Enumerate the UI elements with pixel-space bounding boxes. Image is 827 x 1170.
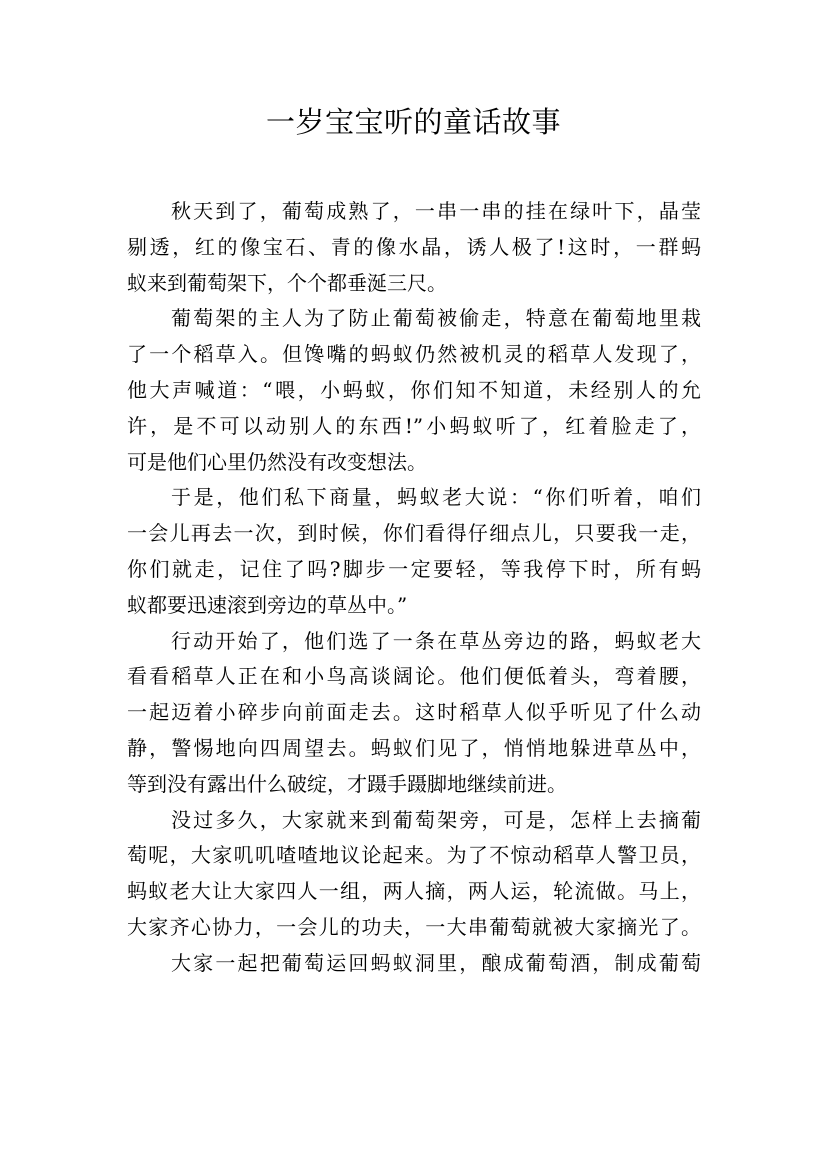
text-line: 了一个稻草入。但馋嘴的蚂蚁仍然被机灵的稻草人发现了， xyxy=(127,342,701,367)
text-line: 蚁都要迅速滚到旁边的草丛中。” xyxy=(127,592,408,617)
text-line: 秋天到了，葡萄成熟了，一串一串的挂在绿叶下，晶莹 xyxy=(171,199,701,223)
text-line: 剔透，红的像宝石、青的像水晶，诱人极了!这时，一群蚂 xyxy=(127,234,701,259)
text-line: 没过多久，大家就来到葡萄架旁，可是，怎样上去摘葡 xyxy=(171,807,701,832)
text-line: 等到没有露出什么破绽，才蹑手蹑脚地继续前进。 xyxy=(127,771,567,796)
text-line: 可是他们心里仍然没有改变想法。 xyxy=(127,449,427,474)
text-line: 一起迈着小碎步向前面走去。这时稻草人似乎听见了什么动 xyxy=(127,700,701,725)
document-title: 一岁宝宝听的童话故事 xyxy=(265,105,561,139)
text-line: 大家齐心协力，一会儿的功夫，一大串葡萄就被大家摘光了。 xyxy=(127,914,701,939)
text-line: 于是，他们私下商量，蚂蚁老大说：“你们听着，咱们 xyxy=(171,485,701,510)
text-line: 静，警惕地向四周望去。蚂蚁们见了，悄悄地躲进草丛中， xyxy=(127,735,701,760)
story-body xyxy=(127,194,701,982)
text-line: 行动开始了，他们选了一条在草丛旁边的路，蚂蚁老大 xyxy=(171,628,701,653)
text-line: 看看稻草人正在和小鸟高谈阔论。他们便低着头，弯着腰， xyxy=(127,664,701,689)
text-line: 蚂蚁老大让大家四人一组，两人摘，两人运，轮流做。马上， xyxy=(127,879,701,904)
text-line: 大家一起把葡萄运回蚂蚁洞里，酿成葡萄酒，制成葡萄 xyxy=(171,950,701,975)
text-line: 萄呢，大家叽叽喳喳地议论起来。为了不惊动稻草人警卫员， xyxy=(127,843,701,868)
text-line: 蚁来到葡萄架下，个个都垂涎三尺。 xyxy=(127,270,447,295)
text-line: 他大声喊道：“喂，小蚂蚁，你们知不知道，未经别人的允 xyxy=(127,377,701,402)
text-line: 一会儿再去一次，到时候，你们看得仔细点儿，只要我一走， xyxy=(127,521,701,546)
text-line: 你们就走，记住了吗?脚步一定要轻，等我停下时，所有蚂 xyxy=(127,556,701,581)
text-line: 许，是不可以动别人的东西!”小蚂蚁听了，红着脸走了， xyxy=(127,413,701,438)
text-line: 葡萄架的主人为了防止葡萄被偷走，特意在葡萄地里栽 xyxy=(171,306,701,331)
